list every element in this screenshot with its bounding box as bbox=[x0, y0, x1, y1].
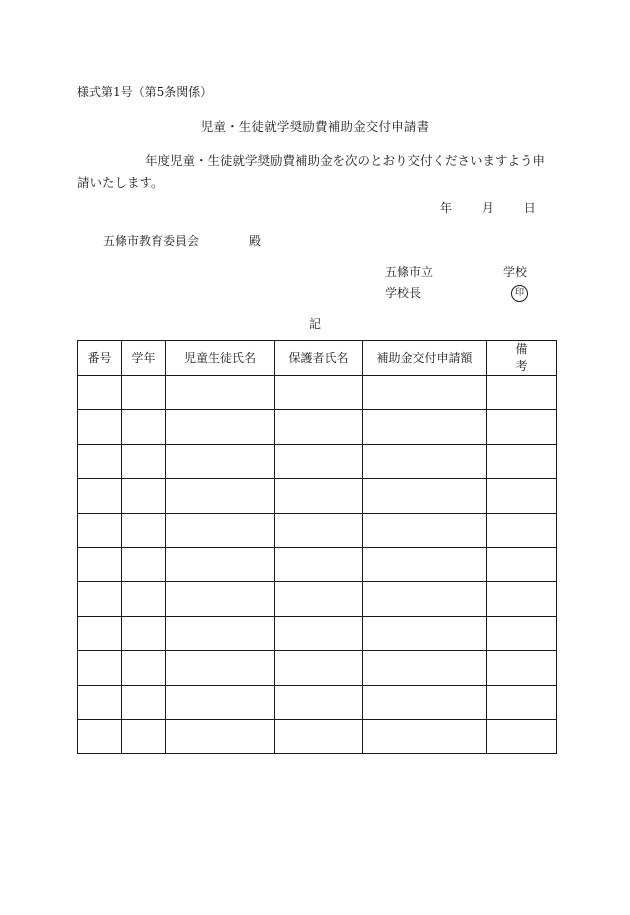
amount-cell[interactable] bbox=[363, 513, 487, 547]
table-row bbox=[78, 685, 557, 719]
remarks-cell[interactable] bbox=[487, 616, 557, 650]
number-cell[interactable] bbox=[78, 410, 122, 444]
addressee bbox=[103, 233, 261, 250]
table-row bbox=[78, 410, 557, 444]
header-guardian-name: 保護者氏名 bbox=[275, 341, 363, 376]
remarks-cell[interactable] bbox=[487, 444, 557, 478]
remarks-cell[interactable] bbox=[487, 547, 557, 581]
guardian-name-cell[interactable] bbox=[275, 547, 363, 581]
amount-cell[interactable] bbox=[363, 376, 487, 410]
number-cell[interactable] bbox=[78, 376, 122, 410]
remarks-cell[interactable] bbox=[487, 513, 557, 547]
student-name-cell[interactable] bbox=[166, 444, 275, 478]
header-number: 番号 bbox=[78, 341, 122, 376]
number-cell[interactable] bbox=[78, 616, 122, 650]
amount-cell[interactable] bbox=[363, 685, 487, 719]
table-row bbox=[78, 651, 557, 685]
student-name-cell[interactable] bbox=[166, 651, 275, 685]
student-name-cell[interactable] bbox=[166, 376, 275, 410]
header-student-name: 児童生徒氏名 bbox=[166, 341, 275, 376]
amount-cell[interactable] bbox=[363, 547, 487, 581]
remarks-cell[interactable] bbox=[487, 410, 557, 444]
remarks-cell[interactable] bbox=[487, 479, 557, 513]
student-name-cell[interactable] bbox=[166, 410, 275, 444]
table-row bbox=[78, 616, 557, 650]
remarks-cell[interactable] bbox=[487, 719, 557, 753]
addressee-honorific: 殿 bbox=[249, 234, 262, 248]
table-row bbox=[78, 479, 557, 513]
date-line bbox=[440, 200, 536, 217]
grade-cell[interactable] bbox=[122, 513, 166, 547]
table-row bbox=[78, 444, 557, 478]
seal-mark: 印 bbox=[511, 285, 528, 302]
amount-cell[interactable] bbox=[363, 444, 487, 478]
grade-cell[interactable] bbox=[122, 410, 166, 444]
remarks-cell[interactable] bbox=[487, 685, 557, 719]
student-name-cell[interactable] bbox=[166, 513, 275, 547]
amount-cell[interactable] bbox=[363, 616, 487, 650]
number-cell[interactable] bbox=[78, 547, 122, 581]
grade-cell[interactable] bbox=[122, 719, 166, 753]
table-row bbox=[78, 547, 557, 581]
header-requested-amount: 補助金交付申請額 bbox=[363, 341, 487, 376]
guardian-name-cell[interactable] bbox=[275, 582, 363, 616]
table-header-row bbox=[78, 341, 557, 376]
table-body bbox=[78, 376, 557, 754]
guardian-name-cell[interactable] bbox=[275, 685, 363, 719]
header-remarks: 備考 bbox=[487, 341, 557, 376]
guardian-name-cell[interactable] bbox=[275, 513, 363, 547]
amount-cell[interactable] bbox=[363, 651, 487, 685]
table-row bbox=[78, 582, 557, 616]
student-name-cell[interactable] bbox=[166, 582, 275, 616]
remarks-cell[interactable] bbox=[487, 582, 557, 616]
guardian-name-cell[interactable] bbox=[275, 410, 363, 444]
amount-cell[interactable] bbox=[363, 719, 487, 753]
remarks-cell[interactable] bbox=[487, 376, 557, 410]
amount-cell[interactable] bbox=[363, 479, 487, 513]
addressee-name: 五條市教育委員会 bbox=[103, 234, 200, 248]
grade-cell[interactable] bbox=[122, 479, 166, 513]
number-cell[interactable] bbox=[78, 444, 122, 478]
student-name-cell[interactable] bbox=[166, 685, 275, 719]
grade-cell[interactable] bbox=[122, 444, 166, 478]
student-name-cell[interactable] bbox=[166, 719, 275, 753]
guardian-name-cell[interactable] bbox=[275, 651, 363, 685]
school-prefix: 五條市立 bbox=[385, 265, 434, 279]
amount-cell[interactable] bbox=[363, 582, 487, 616]
date-day-label: 日 bbox=[523, 201, 536, 215]
grade-cell[interactable] bbox=[122, 376, 166, 410]
principal-label: 学校長 bbox=[385, 286, 422, 300]
table-row bbox=[78, 376, 557, 410]
school-name-line bbox=[385, 264, 527, 281]
number-cell[interactable] bbox=[78, 582, 122, 616]
student-name-cell[interactable] bbox=[166, 616, 275, 650]
school-suffix: 学校 bbox=[503, 265, 528, 279]
grade-cell[interactable] bbox=[122, 651, 166, 685]
number-cell[interactable] bbox=[78, 685, 122, 719]
table-row bbox=[78, 719, 557, 753]
application-statement: 年度児童・生徒就学奨励費補助金を次のとおり交付くださいますよう申請いたします。 bbox=[77, 153, 546, 190]
form-number: 様式第1号（第5条関係） bbox=[77, 85, 213, 99]
header-grade: 学年 bbox=[122, 341, 166, 376]
student-name-cell[interactable] bbox=[166, 479, 275, 513]
number-cell[interactable] bbox=[78, 513, 122, 547]
number-cell[interactable] bbox=[78, 651, 122, 685]
guardian-name-cell[interactable] bbox=[275, 616, 363, 650]
guardian-name-cell[interactable] bbox=[275, 479, 363, 513]
table-row bbox=[78, 513, 557, 547]
number-cell[interactable] bbox=[78, 479, 122, 513]
date-year-label: 年 bbox=[440, 201, 453, 215]
ki-heading: 記 bbox=[308, 317, 321, 331]
document-title: 児童・生徒就学奨励費補助金交付申請書 bbox=[200, 119, 430, 134]
amount-cell[interactable] bbox=[363, 410, 487, 444]
principal-line bbox=[385, 285, 524, 302]
guardian-name-cell[interactable] bbox=[275, 444, 363, 478]
grade-cell[interactable] bbox=[122, 685, 166, 719]
grade-cell[interactable] bbox=[122, 616, 166, 650]
student-name-cell[interactable] bbox=[166, 547, 275, 581]
grade-cell[interactable] bbox=[122, 582, 166, 616]
remarks-cell[interactable] bbox=[487, 651, 557, 685]
guardian-name-cell[interactable] bbox=[275, 376, 363, 410]
date-month-label: 月 bbox=[481, 201, 494, 215]
guardian-name-cell[interactable] bbox=[275, 719, 363, 753]
number-cell[interactable] bbox=[78, 719, 122, 753]
application-table bbox=[77, 340, 557, 754]
grade-cell[interactable] bbox=[122, 547, 166, 581]
